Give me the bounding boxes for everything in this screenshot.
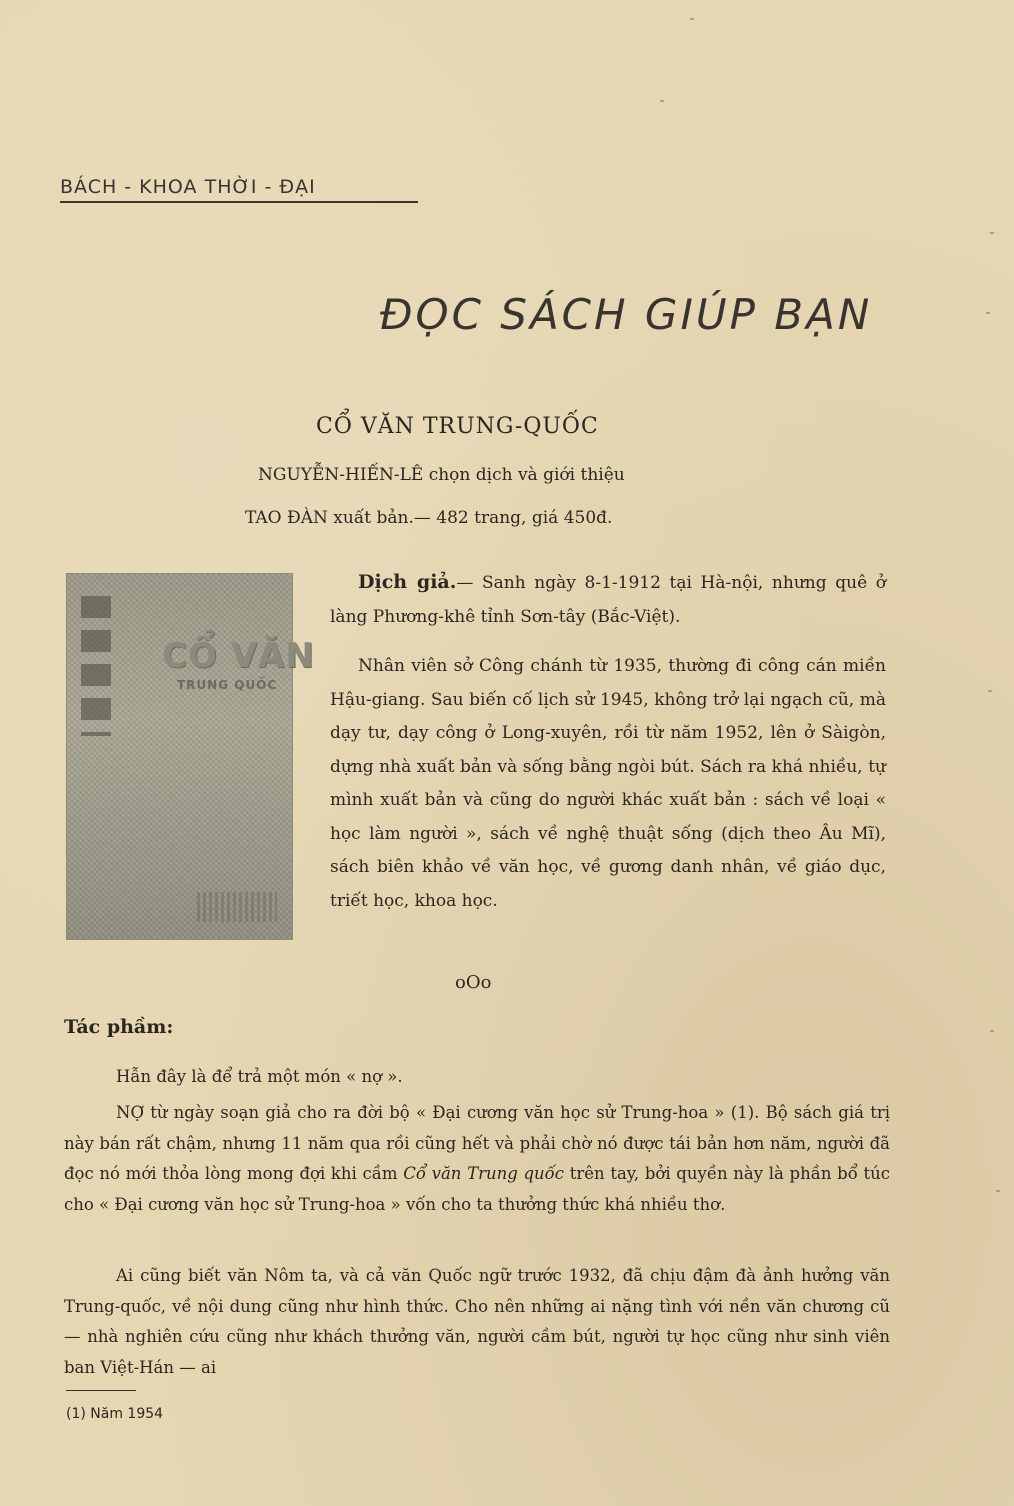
translator-label: Dịch giả. xyxy=(358,571,457,593)
cover-subtitle: TRUNG QUỐC xyxy=(177,678,278,692)
cover-title: CỔ VĂN xyxy=(162,636,315,676)
book-translator-line: NGUYỄN-HIẾN-LÊ chọn dịch và giới thiệu xyxy=(258,465,625,485)
book-cover-image xyxy=(66,573,315,940)
paper-speck xyxy=(990,1030,994,1032)
paper-speck xyxy=(988,690,992,692)
works-paragraph-2-part-a: NỢ từ ngày soạn giả cho ra đời bộ « Đại cương văn học sử Trung-hoa » (1). Bộ sách giá trị này bán rất chậm, nhưng 11 năm qua rồi cũng hết và phải chờ nó được tái bản hơn năm, người đã đọc nó mới thỏa lòng mong đợi khi cầm xyxy=(64,1103,890,1183)
works-paragraph-2-part-b: trên tay, bởi quyền này là phần bổ túc cho « Đại cương văn học sử Trung-hoa » vốn cho ta thưởng thức khá nhiều thơ. xyxy=(64,1164,891,1214)
works-paragraph-3: Ai cũng biết văn Nôm ta, và cả văn Quốc ngữ trước 1932, đã chịu đậm đà ảnh hưởng văn Trung-quốc, về nội dung cũng như hình thức. Cho nên những ai nặng tình với nền văn chương cũ — nhà nghiên cứu cũng như khách thưởng văn, người cầm bút, người tự học cũng như sinh viên ban Việt-Hán — ai xyxy=(64,1266,890,1377)
translator-paragraph xyxy=(330,566,886,634)
footnote-divider xyxy=(66,1390,136,1391)
translator-intro: — Sanh ngày 8-1-1912 tại Hà-nội, nhưng quê ở làng Phương-khê tỉnh Sơn-tây (Bắc-Việt). xyxy=(330,573,886,627)
cover-calligraphy xyxy=(81,596,111,736)
paper-speck xyxy=(996,1190,1000,1192)
section-header: BÁCH - KHOA THỜI - ĐẠI xyxy=(60,176,418,203)
book-title: CỔ VĂN TRUNG-QUỐC xyxy=(316,414,599,439)
section-divider: oOo xyxy=(455,972,492,993)
paper-speck xyxy=(660,100,664,102)
paper-speck xyxy=(986,312,990,314)
paper-speck xyxy=(990,232,994,234)
translator-career-paragraph: Nhân viên sở Công chánh từ 1935, thường đi công cán miền Hậu-giang. Sau biến cố lịch sử 1945, không trở lại ngạch cũ, mà dạy tư, dạy công ở Long-xuyên, rồi từ năm 1952, lên ở Sàigòn, dựng nhà xuất bản và sống bằng ngòi bút. Sách ra khá nhiều, tự mình xuất bản và cũng do người khác xuất bản : sách về loại « học làm người », sách về nghệ thuật sống (dịch theo Âu Mĩ), sách biên khảo về văn học, về gương danh nhân, về giáo dục, triết học, khoa học. xyxy=(330,656,886,911)
footnote: (1) Năm 1954 xyxy=(66,1406,164,1422)
paper-speck xyxy=(690,18,694,20)
works-heading: Tác phầm: xyxy=(64,1016,174,1038)
works-paragraph-1: Hẫn đây là để trả một món « nợ ». xyxy=(116,1067,403,1086)
works-paragraph-2 xyxy=(64,1098,890,1220)
cover-publisher-mark xyxy=(197,892,277,922)
book-title-italic: Cổ văn Trung quốc xyxy=(403,1164,565,1183)
page-title: ĐỌC SÁCH GIÚP BẠN xyxy=(380,290,873,339)
book-publisher-line: TAO ĐÀN xuất bản.— 482 trang, giá 450đ. xyxy=(245,508,613,528)
